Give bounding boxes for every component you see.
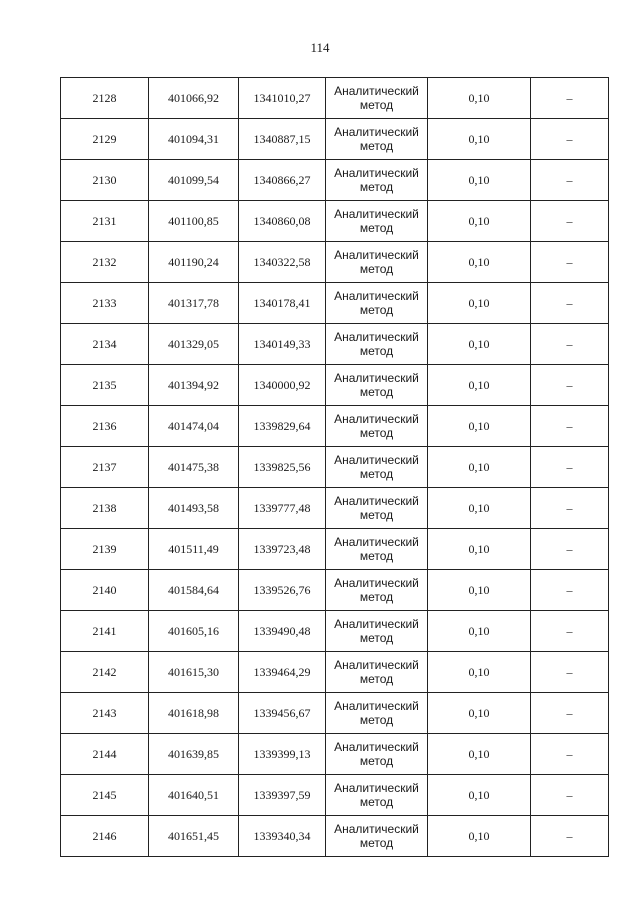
- y-coordinate-cell: 1340860,08: [239, 201, 326, 242]
- accuracy-cell: 0,10: [428, 693, 531, 734]
- y-coordinate-cell: 1339397,59: [239, 775, 326, 816]
- table-row: [61, 365, 609, 406]
- table-row: [61, 570, 609, 611]
- method-cell: [326, 119, 428, 160]
- method-line-1: Аналитический: [334, 617, 419, 631]
- y-coordinate-cell: 1339456,67: [239, 693, 326, 734]
- x-coordinate-cell: 401584,64: [149, 570, 239, 611]
- method-line-1: Аналитический: [334, 125, 419, 139]
- method-line-1: Аналитический: [334, 248, 419, 262]
- table-row: [61, 529, 609, 570]
- point-number-cell: 2129: [61, 119, 149, 160]
- method-line-1: Аналитический: [334, 289, 419, 303]
- note-cell: –: [531, 242, 609, 283]
- point-number-cell: 2145: [61, 775, 149, 816]
- accuracy-cell: 0,10: [428, 570, 531, 611]
- method-cell: [326, 447, 428, 488]
- x-coordinate-cell: 401094,31: [149, 119, 239, 160]
- accuracy-cell: 0,10: [428, 283, 531, 324]
- x-coordinate-cell: 401618,98: [149, 693, 239, 734]
- table-row: [61, 201, 609, 242]
- point-number-cell: 2140: [61, 570, 149, 611]
- method-line-1: Аналитический: [334, 84, 419, 98]
- point-number-cell: 2136: [61, 406, 149, 447]
- note-cell: –: [531, 365, 609, 406]
- method-line-2: метод: [359, 713, 394, 727]
- method-line-2: метод: [359, 180, 394, 194]
- note-cell: –: [531, 816, 609, 857]
- y-coordinate-cell: 1340887,15: [239, 119, 326, 160]
- point-number-cell: 2137: [61, 447, 149, 488]
- accuracy-cell: 0,10: [428, 447, 531, 488]
- x-coordinate-cell: 401317,78: [149, 283, 239, 324]
- method-line-2: метод: [359, 139, 394, 153]
- method-line-1: Аналитический: [334, 781, 419, 795]
- x-coordinate-cell: 401651,45: [149, 816, 239, 857]
- method-line-2: метод: [359, 426, 394, 440]
- y-coordinate-cell: 1339464,29: [239, 652, 326, 693]
- y-coordinate-cell: 1340178,41: [239, 283, 326, 324]
- table-row: [61, 652, 609, 693]
- table-row: [61, 693, 609, 734]
- note-cell: –: [531, 406, 609, 447]
- x-coordinate-cell: 401190,24: [149, 242, 239, 283]
- method-line-2: метод: [359, 385, 394, 399]
- note-cell: –: [531, 693, 609, 734]
- method-line-2: метод: [359, 836, 394, 850]
- accuracy-cell: 0,10: [428, 529, 531, 570]
- method-line-2: метод: [359, 221, 394, 235]
- x-coordinate-cell: 401640,51: [149, 775, 239, 816]
- point-number-cell: 2133: [61, 283, 149, 324]
- method-line-2: метод: [359, 262, 394, 276]
- x-coordinate-cell: 401394,92: [149, 365, 239, 406]
- method-cell: [326, 652, 428, 693]
- method-cell: [326, 488, 428, 529]
- method-cell: [326, 365, 428, 406]
- method-line-1: Аналитический: [334, 822, 419, 836]
- point-number-cell: 2138: [61, 488, 149, 529]
- x-coordinate-cell: 401329,05: [149, 324, 239, 365]
- method-cell: [326, 283, 428, 324]
- y-coordinate-cell: 1339399,13: [239, 734, 326, 775]
- method-line-1: Аналитический: [334, 658, 419, 672]
- table-row: [61, 816, 609, 857]
- note-cell: –: [531, 283, 609, 324]
- note-cell: –: [531, 447, 609, 488]
- x-coordinate-cell: 401099,54: [149, 160, 239, 201]
- y-coordinate-cell: 1339777,48: [239, 488, 326, 529]
- table-row: [61, 119, 609, 160]
- accuracy-cell: 0,10: [428, 816, 531, 857]
- method-line-2: метод: [359, 590, 394, 604]
- accuracy-cell: 0,10: [428, 652, 531, 693]
- x-coordinate-cell: 401066,92: [149, 78, 239, 119]
- x-coordinate-cell: 401493,58: [149, 488, 239, 529]
- method-line-1: Аналитический: [334, 330, 419, 344]
- x-coordinate-cell: 401605,16: [149, 611, 239, 652]
- note-cell: –: [531, 734, 609, 775]
- method-line-1: Аналитический: [334, 699, 419, 713]
- accuracy-cell: 0,10: [428, 488, 531, 529]
- x-coordinate-cell: 401639,85: [149, 734, 239, 775]
- table-row: [61, 775, 609, 816]
- method-cell: [326, 201, 428, 242]
- method-cell: [326, 816, 428, 857]
- method-cell: [326, 160, 428, 201]
- method-line-1: Аналитический: [334, 412, 419, 426]
- point-number-cell: 2144: [61, 734, 149, 775]
- table-row: [61, 283, 609, 324]
- method-line-1: Аналитический: [334, 740, 419, 754]
- method-line-2: метод: [359, 795, 394, 809]
- point-number-cell: 2134: [61, 324, 149, 365]
- method-cell: [326, 693, 428, 734]
- method-cell: [326, 78, 428, 119]
- y-coordinate-cell: 1339340,34: [239, 816, 326, 857]
- method-line-2: метод: [359, 344, 394, 358]
- x-coordinate-cell: 401100,85: [149, 201, 239, 242]
- method-cell: [326, 734, 428, 775]
- method-line-2: метод: [359, 508, 394, 522]
- x-coordinate-cell: 401511,49: [149, 529, 239, 570]
- table-row: [61, 242, 609, 283]
- table-row: [61, 78, 609, 119]
- point-number-cell: 2130: [61, 160, 149, 201]
- table-row: [61, 447, 609, 488]
- accuracy-cell: 0,10: [428, 119, 531, 160]
- method-cell: [326, 775, 428, 816]
- point-number-cell: 2128: [61, 78, 149, 119]
- method-line-1: Аналитический: [334, 535, 419, 549]
- y-coordinate-cell: 1339825,56: [239, 447, 326, 488]
- method-line-2: метод: [359, 631, 394, 645]
- note-cell: –: [531, 775, 609, 816]
- note-cell: –: [531, 119, 609, 160]
- method-line-1: Аналитический: [334, 453, 419, 467]
- table-row: [61, 488, 609, 529]
- point-number-cell: 2143: [61, 693, 149, 734]
- table-row: [61, 406, 609, 447]
- accuracy-cell: 0,10: [428, 324, 531, 365]
- method-cell: [326, 324, 428, 365]
- table-row: [61, 324, 609, 365]
- y-coordinate-cell: 1339723,48: [239, 529, 326, 570]
- method-line-2: метод: [359, 303, 394, 317]
- point-number-cell: 2141: [61, 611, 149, 652]
- accuracy-cell: 0,10: [428, 734, 531, 775]
- method-cell: [326, 529, 428, 570]
- point-number-cell: 2135: [61, 365, 149, 406]
- table-row: [61, 611, 609, 652]
- y-coordinate-cell: 1340149,33: [239, 324, 326, 365]
- table-row: [61, 734, 609, 775]
- y-coordinate-cell: 1339490,48: [239, 611, 326, 652]
- note-cell: –: [531, 488, 609, 529]
- y-coordinate-cell: 1339526,76: [239, 570, 326, 611]
- method-line-2: метод: [359, 467, 394, 481]
- accuracy-cell: 0,10: [428, 160, 531, 201]
- table-row: [61, 160, 609, 201]
- point-number-cell: 2146: [61, 816, 149, 857]
- note-cell: –: [531, 201, 609, 242]
- method-line-1: Аналитический: [334, 371, 419, 385]
- method-line-2: метод: [359, 672, 394, 686]
- note-cell: –: [531, 529, 609, 570]
- accuracy-cell: 0,10: [428, 611, 531, 652]
- method-line-1: Аналитический: [334, 207, 419, 221]
- coordinates-table-body: [61, 78, 609, 857]
- method-cell: [326, 406, 428, 447]
- method-line-2: метод: [359, 549, 394, 563]
- y-coordinate-cell: 1341010,27: [239, 78, 326, 119]
- note-cell: –: [531, 570, 609, 611]
- x-coordinate-cell: 401615,30: [149, 652, 239, 693]
- note-cell: –: [531, 652, 609, 693]
- y-coordinate-cell: 1339829,64: [239, 406, 326, 447]
- note-cell: –: [531, 78, 609, 119]
- point-number-cell: 2142: [61, 652, 149, 693]
- method-cell: [326, 570, 428, 611]
- note-cell: –: [531, 611, 609, 652]
- accuracy-cell: 0,10: [428, 406, 531, 447]
- y-coordinate-cell: 1340000,92: [239, 365, 326, 406]
- method-cell: [326, 242, 428, 283]
- y-coordinate-cell: 1340866,27: [239, 160, 326, 201]
- coordinates-table: [60, 77, 609, 857]
- method-line-2: метод: [359, 754, 394, 768]
- accuracy-cell: 0,10: [428, 78, 531, 119]
- point-number-cell: 2139: [61, 529, 149, 570]
- page-number: 114: [310, 40, 330, 55]
- y-coordinate-cell: 1340322,58: [239, 242, 326, 283]
- accuracy-cell: 0,10: [428, 775, 531, 816]
- note-cell: –: [531, 160, 609, 201]
- method-cell: [326, 611, 428, 652]
- x-coordinate-cell: 401475,38: [149, 447, 239, 488]
- accuracy-cell: 0,10: [428, 365, 531, 406]
- accuracy-cell: 0,10: [428, 201, 531, 242]
- accuracy-cell: 0,10: [428, 242, 531, 283]
- point-number-cell: 2132: [61, 242, 149, 283]
- method-line-1: Аналитический: [334, 166, 419, 180]
- note-cell: –: [531, 324, 609, 365]
- method-line-2: метод: [359, 98, 394, 112]
- x-coordinate-cell: 401474,04: [149, 406, 239, 447]
- point-number-cell: 2131: [61, 201, 149, 242]
- method-line-1: Аналитический: [334, 494, 419, 508]
- method-line-1: Аналитический: [334, 576, 419, 590]
